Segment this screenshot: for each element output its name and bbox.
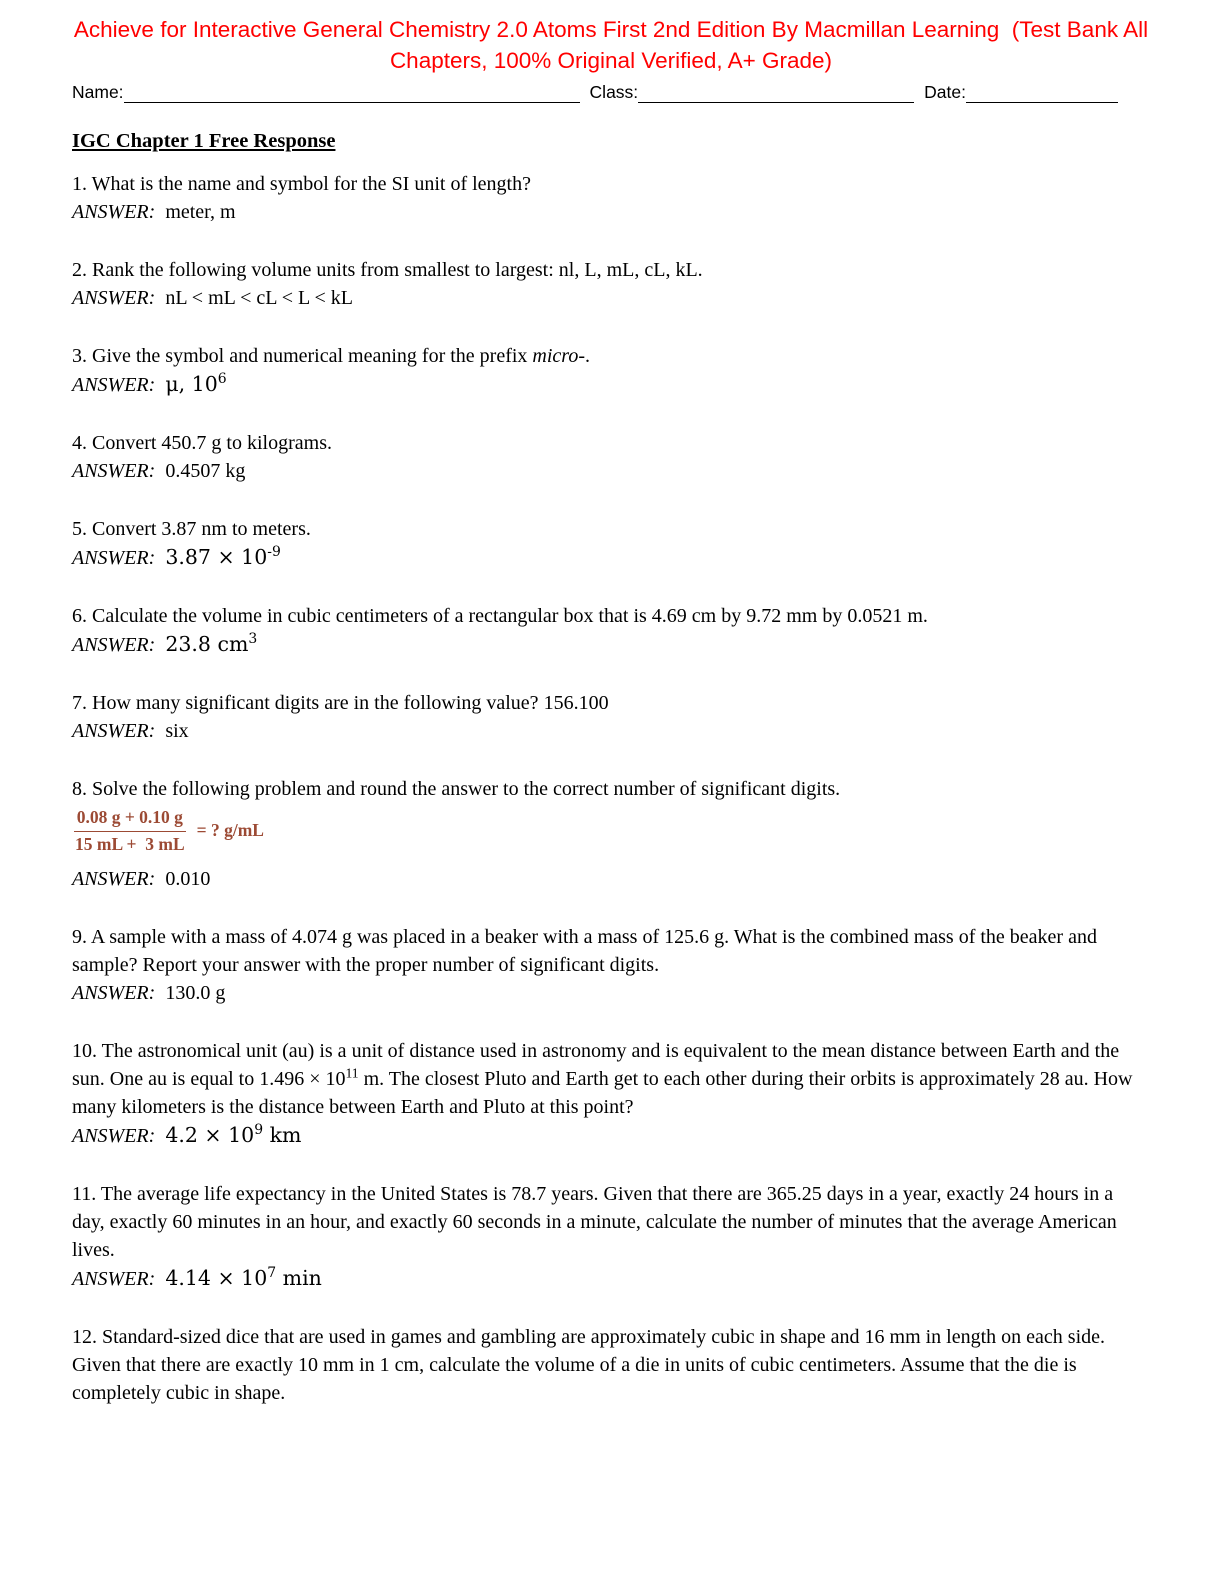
answer-label: ANSWER: [72,287,156,309]
date-blank-line [966,81,1118,103]
question-number: 7. [72,692,87,714]
question-text-content: Standard-sized dice that are used in games and gambling are approximately cubic in shape and 16 mm in length on each side. Given that there are exactly 10 mm in 1 cm, calculate the volume of a die in units of cubic centimeters. Assume that the die is completely cubic in shape. [72,1325,1106,1404]
equation-rhs: = ? g/mL [196,820,264,841]
header-fields [72,81,1150,103]
question-text [72,256,1150,284]
answer-label: ANSWER: [72,547,156,569]
question-block-1 [72,170,1150,226]
question-text [72,170,1150,198]
answer-line [72,717,1150,745]
answer-line [72,1264,1150,1293]
question-number: 11. [72,1182,97,1205]
question-block-8 [72,775,1150,893]
answer-value: $4.2 \times 10^9$ km [165,1121,302,1147]
answer-line [72,1121,1150,1150]
answer-value: 130.0 g [165,981,226,1004]
question-text-content: Convert 3.87 nm to meters. [92,518,311,540]
answer-value: meter, m [165,201,236,223]
question-number: 2. [72,259,87,281]
answer-value: $3.87 \times 10^{-9}$ [165,544,281,569]
question-text [72,923,1150,979]
question-text [72,775,1150,803]
question-block-10 [72,1037,1150,1150]
answer-label: ANSWER: [72,981,156,1004]
question-text-content: Give the symbol and numerical meaning for the prefix micro-. [92,345,590,367]
question-number: 3. [72,345,87,367]
answer-label: ANSWER: [72,374,156,396]
answer-value: six [165,720,189,742]
section-heading: IGC Chapter 1 Free Response [72,130,336,152]
equation-denominator: 15 mL + 3 mL [75,833,185,854]
question-number: 5. [72,518,87,540]
question-number: 6. [72,605,87,627]
question-text-content: Calculate the volume in cubic centimeters of a rectangular box that is 4.69 cm by 9.72 mm by 0.0521 m. [92,605,928,627]
answer-line [72,979,1150,1007]
question-text [72,602,1150,630]
answer-label: ANSWER: [72,460,156,482]
answer-value: 23.8 $cm^3$ [165,631,258,656]
question-text-content: How many significant digits are in the following value? 156.100 [92,692,609,714]
answer-value: nL < mL < cL < L < kL [165,287,353,309]
question-block-7 [72,689,1150,745]
answer-label: ANSWER: [72,201,156,223]
answer-line [72,284,1150,312]
answer-line [72,630,1150,659]
question-block-2 [72,256,1150,312]
question-text-content: The average life expectancy in the United States is 78.7 years. Given that there are 365.25 days in a year, exactly 24 hours in a day, exactly 60 minutes in an hour, and exactly 60 seconds in a minute, calculate the number of minutes that the average American lives. [72,1182,1117,1261]
question-number: 1. [72,173,87,195]
answer-line [72,543,1150,572]
question-text [72,342,1150,370]
answer-value: μ, $10^6$ [165,371,227,396]
answer-label: ANSWER: [72,720,156,742]
question-block-3 [72,342,1150,399]
document-title [72,14,1150,76]
document-title-line2: Chapters, 100% Original Verified, A+ Grade) [389,48,833,73]
question-text [72,1180,1150,1264]
answer-label: ANSWER: [72,1267,156,1290]
question-text [72,515,1150,543]
question-text-content: The astronomical unit (au) is a unit of distance used in astronomy and is equivalent to the mean distance between Earth and the sun. One au is equal to $1.496 \times 10^{11}$ m. The closest Pluto and Earth get to each other during their orbits is approximately 28 au. How many kilometers is the distance between Earth and Pluto at this point? [72,1039,1133,1118]
answer-value: 0.4507 kg [165,460,246,482]
question-block-6 [72,602,1150,659]
question-text-content: Solve the following problem and round the answer to the correct number of significant digits. [92,778,841,800]
answer-label: ANSWER: [72,867,156,890]
answer-line [72,198,1150,226]
equation-fraction [72,807,188,856]
question-text-content: A sample with a mass of 4.074 g was placed in a beaker with a mass of 125.6 g. What is the combined mass of the beaker and sample? Report your answer with the proper number of significant digits. [72,925,1097,976]
question-block-9 [72,923,1150,1007]
question-text [72,1037,1150,1121]
answer-value: $4.14 \times 10^7$ min [165,1264,322,1290]
answer-value: 0.010 [165,867,211,890]
question-text [72,689,1150,717]
class-blank-line [638,81,914,103]
question-text [72,429,1150,457]
answer-label: ANSWER: [72,634,156,656]
answer-label: ANSWER: [72,1124,156,1147]
answer-line [72,370,1150,399]
question-number: 10. [72,1039,97,1062]
question-number: 4. [72,432,87,454]
question-number: 8. [72,778,87,800]
answer-line [72,457,1150,485]
name-label: Name: [72,82,124,102]
question-text-content: What is the name and symbol for the SI unit of length? [91,173,531,195]
question-block-5 [72,515,1150,572]
question-block-4 [72,429,1150,485]
equation-numerator: 0.08 g + 0.10 g [74,807,186,832]
question-block-11 [72,1180,1150,1293]
answer-line [72,865,1150,893]
date-label: Date: [924,82,966,102]
document-title-line1: Achieve for Interactive General Chemistry 2.0 Atoms First 2nd Edition By Macmillan Learning (Test Bank All [73,17,1149,42]
question-text-content: Convert 450.7 g to kilograms. [92,432,332,454]
question-text-content: Rank the following volume units from smallest to largest: nl, L, mL, cL, kL. [92,259,703,281]
question-number: 9. [72,925,87,948]
equation [72,807,1150,856]
question-number: 12. [72,1325,97,1348]
question-block-12 [72,1323,1150,1407]
name-blank-line [124,81,580,103]
class-label: Class: [589,82,639,102]
question-text [72,1323,1150,1407]
